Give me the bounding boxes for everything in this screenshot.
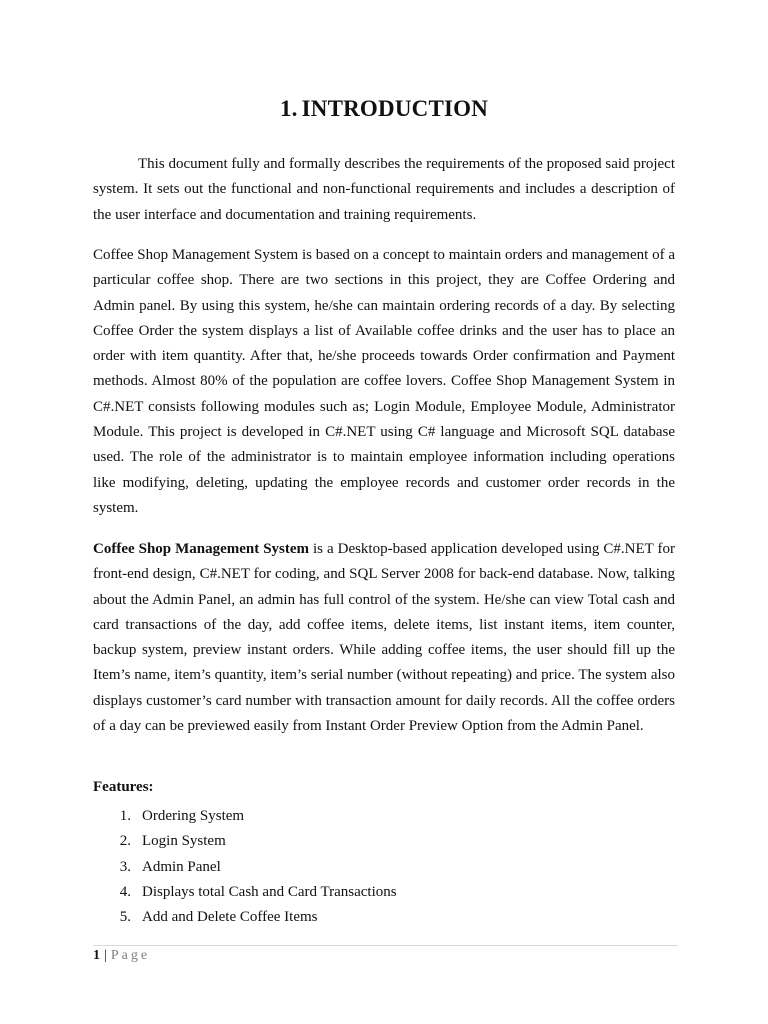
section-number: 1. (279, 96, 298, 121)
list-item-number: 2. (119, 833, 131, 850)
features-list (93, 804, 397, 930)
features-title: Features: (93, 779, 154, 795)
list-item-text: Login System (142, 833, 226, 850)
list-item-number: 3. (119, 858, 131, 875)
list-item-text: Add and Delete Coffee Items (142, 909, 318, 926)
list-item (93, 905, 397, 930)
intro-paragraph-1: This document fully and formally describes the requirements of the proposed said project system. It sets out the functional and non-functional requirements and includes a description of the user interface and documentation and training requirements. (93, 156, 675, 223)
page-footer (93, 947, 150, 965)
footer-divider (93, 945, 678, 946)
intro-paragraph-3 (93, 537, 675, 739)
list-item (93, 829, 397, 854)
list-item-number: 4. (119, 883, 131, 900)
page-label: Page (110, 948, 151, 963)
paragraph-3-text: is a Desktop-based application developed using C#.NET for front-end design, C#.NET for coding, and SQL Server 2008 for back-end database. Now, talking about the Admin Panel, an admin has full control of the system. He/she can view Total cash and card transactions of the day, add coffee items, delete items, list instant items, item counter, backup system, preview instant orders. While adding coffee items, the user should fill up the Item’s name, item’s quantity, item’s serial number (without repeating) and price. The system also displays customer’s card number with transaction amount for daily records. All the coffee orders of a day can be previewed easily from Instant Order Preview Option from the Admin Panel. (93, 541, 676, 735)
section-title: INTRODUCTION (301, 96, 489, 121)
intro-paragraph-2: Coffee Shop Management System is based on a concept to maintain orders and management of a particular coffee shop. There are two sections in this project, they are Coffee Ordering and Admin panel. By using this system, he/she can maintain ordering records of a day. By selecting Coffee Order the system displays a list of Available coffee drinks and the user has to place an order with item quantity. After that, he/she proceeds towards Order confirmation and Payment methods. Almost 80% of the population are coffee lovers. Coffee Shop Management System in C#.NET consists following modules such as; Login Module, Employee Module, Administrator Module. This project is developed in C#.NET using C# language and Microsoft SQL database used. The role of the administrator is to maintain employee information including operations like modifying, deleting, updating the employee records and customer order records in the system. (93, 247, 675, 516)
list-item-text: Ordering System (142, 808, 245, 824)
list-item (93, 804, 397, 829)
footer-separator: | (104, 948, 107, 963)
list-item-number: 5. (119, 909, 131, 926)
list-item (93, 855, 397, 880)
list-item-number: 1. (119, 808, 131, 824)
list-item (93, 880, 397, 905)
list-item-text: Admin Panel (142, 858, 221, 875)
section-heading (0, 96, 768, 122)
page-number: 1 (93, 948, 100, 963)
system-name-bold: Coffee Shop Management System (93, 541, 310, 557)
list-item-text: Displays total Cash and Card Transactions (142, 883, 397, 900)
